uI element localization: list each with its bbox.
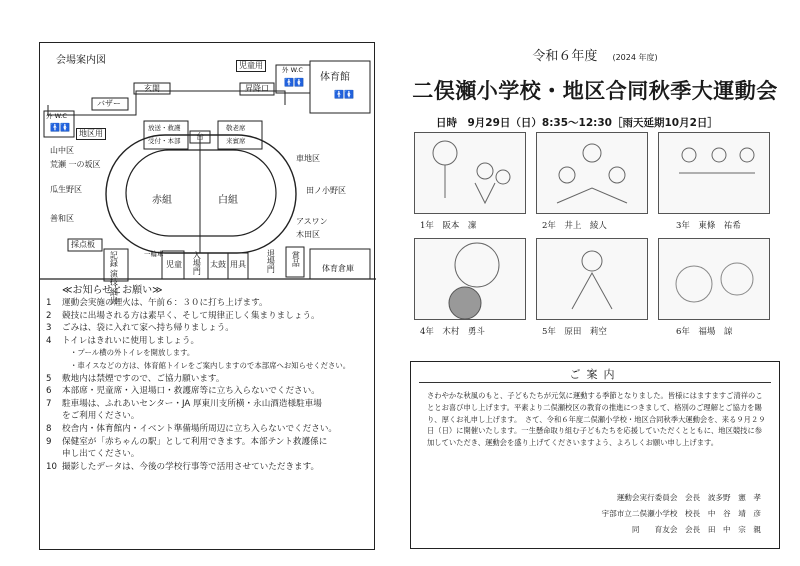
guide-divider xyxy=(419,382,771,383)
label-hoso: 放送・救護 xyxy=(148,124,181,132)
label-bazaar: バザー xyxy=(97,99,121,108)
label-zenwa: 善和区 xyxy=(50,214,74,223)
header-era xyxy=(410,45,780,64)
gym-outline xyxy=(310,61,370,113)
label-kurumaji: 車地区 xyxy=(296,154,320,163)
notice-item xyxy=(46,360,370,373)
drawing-5-caption: 5年 原田 莉空 xyxy=(542,327,607,337)
notice-number: 3 xyxy=(46,323,52,334)
notice-text: 撮影したデータは、今後の学校行事等で活用させていただきます。 xyxy=(62,461,320,472)
notice-item xyxy=(46,398,370,411)
label-shokoguchi: 昇降口 xyxy=(245,84,269,93)
drawing-4-caption: 4年 木村 勇斗 xyxy=(420,327,485,337)
label-toilet-left: 外 W.C xyxy=(46,112,67,120)
label-soko: 体育倉庫 xyxy=(322,264,354,273)
notice-item xyxy=(46,385,370,398)
label-akagumi: 赤組 xyxy=(152,195,172,206)
drawing-2-sketch xyxy=(537,133,647,213)
label-nyujo: 入場門 xyxy=(192,251,202,275)
notice-text: 本部席・児童席・入退場口・救護席等に立ち入らないでください。 xyxy=(62,386,320,397)
signature-2: 宇部市立二俣瀬小学校 校長 中 谷 靖 彦 xyxy=(601,509,761,518)
notice-item xyxy=(46,373,370,386)
drawing-5-sketch xyxy=(537,239,647,319)
notice-item xyxy=(46,448,370,461)
gym-toilet-icon: 🚹🚺 xyxy=(334,90,354,99)
drawing-4 xyxy=(414,238,526,320)
drawing-5 xyxy=(536,238,648,320)
label-yougu: 用具 xyxy=(230,260,246,269)
drawing-3-caption: 3年 東條 祐希 xyxy=(676,221,741,231)
notice-text: をご利用ください。 xyxy=(62,411,140,422)
signature-1: 運動会実行委員会 会長 波多野 憲 孝 xyxy=(616,493,761,502)
notice-number: 4 xyxy=(46,335,52,346)
label-taijo: 退場門 xyxy=(266,249,276,273)
notice-text: 運動会実施の煙火は、午前６：３０に打ち上げます。 xyxy=(62,298,268,308)
notice-item xyxy=(46,461,370,474)
notice-text: 敷地内は禁煙ですので、ご協力願います。 xyxy=(62,373,225,384)
guide-box xyxy=(410,361,780,549)
notice-number: 9 xyxy=(46,436,52,447)
venue-map-panel xyxy=(39,42,375,550)
track-inner xyxy=(126,150,276,236)
label-dai: 台 xyxy=(196,132,204,141)
drawing-6-caption: 6年 福場 諒 xyxy=(676,327,733,337)
notice-item xyxy=(46,310,370,323)
drawing-2 xyxy=(536,132,648,214)
label-aswon: アスワン xyxy=(296,217,328,226)
drawing-1 xyxy=(414,132,526,214)
notice-number: 6 xyxy=(46,386,52,397)
notice-item xyxy=(46,335,370,348)
label-uryuu: 瓜生野区 xyxy=(50,185,82,194)
label-kiroku: 記録 演技 細出 xyxy=(109,251,119,305)
notice-text: 申し出てください。 xyxy=(62,449,140,460)
track-outer xyxy=(106,132,296,253)
notice-item xyxy=(46,322,370,335)
drawing-6-sketch xyxy=(659,239,769,319)
notice-text: 保健室が「赤ちゃんの駅」として利用できます。本部テント救護係に xyxy=(62,436,328,447)
notice-number xyxy=(46,410,62,423)
toilet-icon: 🚹🚺 xyxy=(284,78,304,87)
guide-title: ご案内 xyxy=(569,368,621,381)
label-ichiban: 一輪車 xyxy=(144,250,164,258)
era-note: (2024 年度) xyxy=(612,53,658,62)
notice-list xyxy=(46,297,370,473)
drawing-2-caption: 2年 井上 綾人 xyxy=(542,221,607,231)
era-label: 令和６年度 xyxy=(532,49,598,64)
label-jidouyou: 児童用 xyxy=(236,60,266,72)
signature-3: 同 育友会 会長 田 中 宗 親 xyxy=(631,525,761,534)
notice-number: 2 xyxy=(46,310,52,321)
label-taninoko: 田ノ小野区 xyxy=(306,186,346,195)
notice-item xyxy=(46,410,370,423)
notice-text: ・プール横の外トイレを開放します。 xyxy=(70,348,195,358)
drawing-1-caption: 1年 阪本 凜 xyxy=(420,221,477,231)
notice-item xyxy=(46,436,370,449)
left-toilet-icon: 🚹🚺 xyxy=(50,123,70,132)
notice-number: 10 xyxy=(46,461,57,472)
label-toilet-top: 外 W.C xyxy=(282,66,303,74)
label-shohin: 賞品 xyxy=(291,251,301,267)
notice-number xyxy=(46,448,62,461)
notice-item xyxy=(46,347,370,360)
notice-text: ・車イスなどの方は、体育館トイレをご案内しますので本部席へお知らせください。 xyxy=(70,360,351,370)
notice-item xyxy=(46,297,370,310)
notice-text: 競技に出場される方は素早く、そして規律正しく集まりましょう。 xyxy=(62,310,320,321)
notice-text: 駐車場は、ふれあいセンター・JA 厚東川支所横・永山酒造様駐車場 xyxy=(62,398,322,409)
notice-number: 7 xyxy=(46,398,52,409)
notice-item xyxy=(46,423,370,436)
map-title: 会場案内図 xyxy=(56,55,106,66)
notice-text: トイレはきれいに使用しましょう。 xyxy=(62,335,200,346)
drawing-3-sketch xyxy=(659,133,769,213)
label-kida: 木田区 xyxy=(296,230,320,239)
label-kouya: 荒瀬 一の坂区 xyxy=(50,160,101,169)
notice-number: 5 xyxy=(46,373,52,384)
label-raihin: 来賓席 xyxy=(226,137,246,145)
label-taiikukan: 体育館 xyxy=(320,72,350,83)
drawing-3 xyxy=(658,132,770,214)
guide-body: さわやかな秋風のもと、子どもたちが元気に運動する季節となりました。皆様にはますますご清祥のこととお喜び申し上げます。平素より二俣瀬校区の教育の推進につきまして、格別のご理解とご協力を賜り、厚くお礼申し上げます。 さて、令和６年度二俣瀬小学校・地区合同秋季大運動会を、来る９月２９日（日）に開催いたします。一生懸命取り組む子どもたちを応援していただくとともに、地区競技に参加していただき、運動会を盛り上げてくださいますよう、よろしくお願い申し上げます。 xyxy=(427,391,766,448)
label-keirou: 敬老席 xyxy=(226,124,246,132)
notice-text: 校舎内・体育館内・イベント準備場所周辺に立ち入らないでください。 xyxy=(62,423,338,434)
drawing-1-sketch xyxy=(415,133,525,213)
notice-text: ごみは、袋に入れて家へ持ち帰りましょう。 xyxy=(62,323,234,334)
drawing-4-sketch xyxy=(415,239,525,319)
event-date: 日時 9月29日（日）8:35～12:30［雨天延期10月2日］ xyxy=(436,117,718,129)
label-sairensho: 採点板 xyxy=(71,240,95,249)
label-uketsuke: 受付・本部 xyxy=(148,137,181,145)
notice-number: 1 xyxy=(46,298,52,308)
event-title: 二俣瀬小学校・地区合同秋季大運動会 xyxy=(412,79,778,103)
notice-number: 8 xyxy=(46,423,52,434)
label-shirogumi: 白組 xyxy=(218,195,238,206)
drawing-6 xyxy=(658,238,770,320)
label-taiko: 太鼓 xyxy=(210,260,226,269)
notice-title: ≪お知らせとお願い≫ xyxy=(62,285,163,296)
label-chikuyou: 地区用 xyxy=(76,128,106,140)
label-genkan: 玄関 xyxy=(144,84,160,93)
label-sanchu: 山中区 xyxy=(50,146,74,155)
label-jidou: 児童 xyxy=(166,260,182,269)
